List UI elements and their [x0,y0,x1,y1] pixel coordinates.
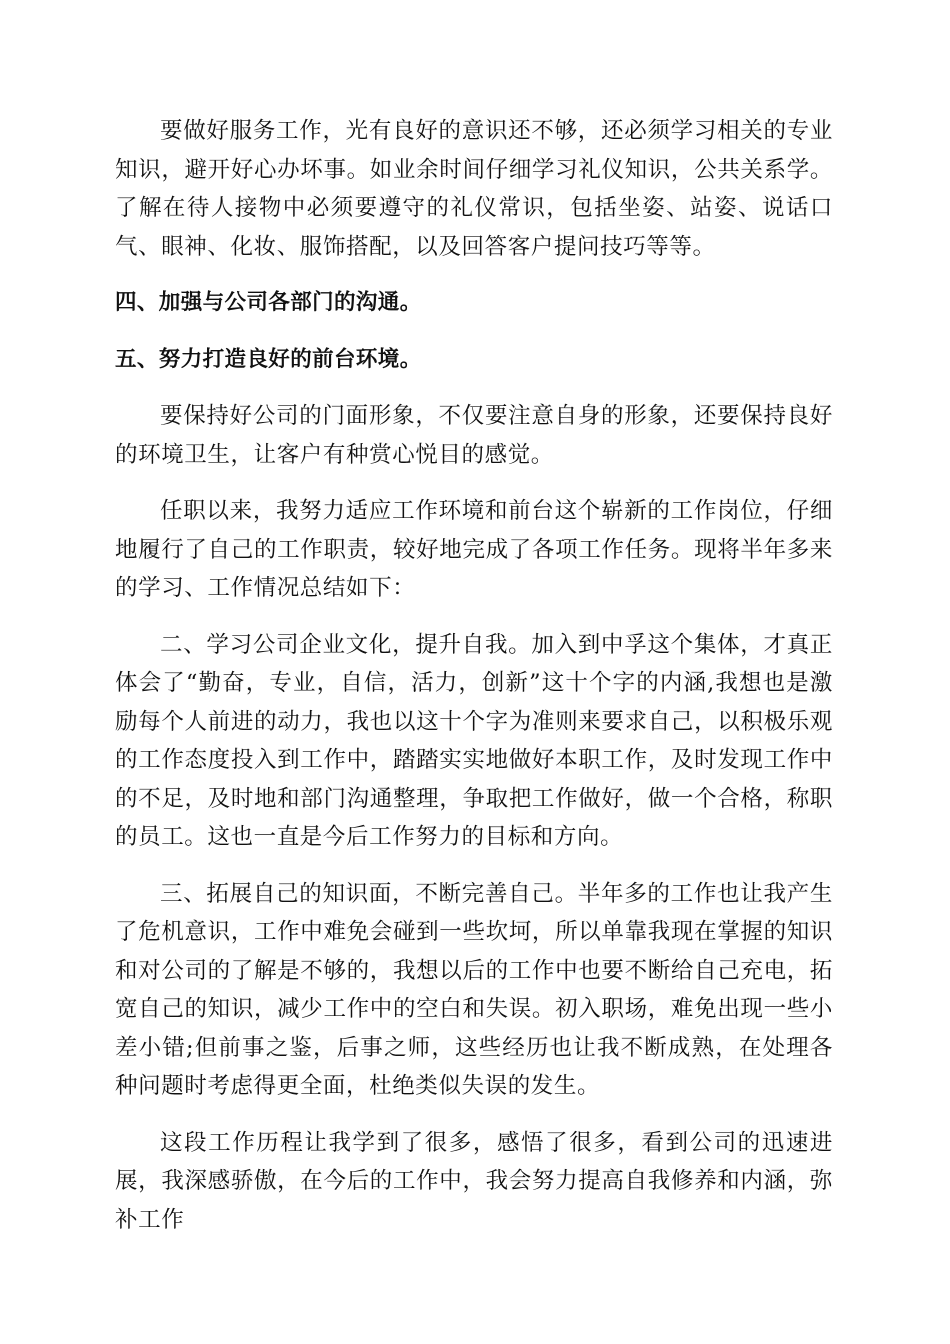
heading-department-communication: 四、加强与公司各部门的沟通。 [115,290,422,315]
paragraph-company-image: 要保持好公司的门面形象，不仅要注意自身的形象，还要保持良好的环境卫生，让客户有种赏心悦目的感觉。 [115,403,833,468]
paragraph-conclusion: 这段工作历程让我学到了很多，感悟了很多，看到公司的迅速进展，我深感骄傲，在今后的工作中，我会努力提高自我修养和内涵，弥补工作 [115,1129,833,1233]
paragraph-corporate-culture: 二、学习公司企业文化，提升自我。加入到中孚这个集体，才真正体会了“勤奋，专业，自信，活力，创新”这十个字的内涵,我想也是激励每个人前进的动力，我也以这十个字为准则来要求自己，以积极乐观的工作态度投入到工作中，踏踏实实地做好本职工作，及时发现工作中的不足，及时地和部门沟通整理，争取把工作做好，做一个合格，称职的员工。这也一直是今后工作努力的目标和方向。 [115,631,833,850]
paragraph-summary-intro: 任职以来，我努力适应工作环境和前台这个崭新的工作岗位，仔细地履行了自己的工作职责，较好地完成了各项工作任务。现将半年多来的学习、工作情况总结如下： [115,498,833,601]
document-body [115,112,833,1257]
paragraph-service-etiquette: 要做好服务工作，光有良好的意识还不够，还必须学习相关的专业知识，避开好心办坏事。如业余时间仔细学习礼仪知识，公共关系学。了解在待人接物中必须要遵守的礼仪常识，包括坐姿、站姿、说话口气、眼神、化妆、服饰搭配，以及回答客户提问技巧等等。 [115,118,833,260]
heading-front-desk-environment: 五、努力打造良好的前台环境。 [115,346,422,372]
paragraph-knowledge-expansion: 三、拓展自己的知识面，不断完善自己。半年多的工作也让我产生了危机意识，工作中难免会碰到一些坎坷，所以单靠我现在掌握的知识和对公司的了解是不够的，我想以后的工作中也要不断给自己充电，拓宽自己的知识，减少工作中的空白和失误。初入职场，难免出现一些小差小错;但前事之鉴，后事之师，这些经历也让我不断成熟，在处理各种问题时考虑得更全面，杜绝类似失误的发生。 [115,880,833,1099]
